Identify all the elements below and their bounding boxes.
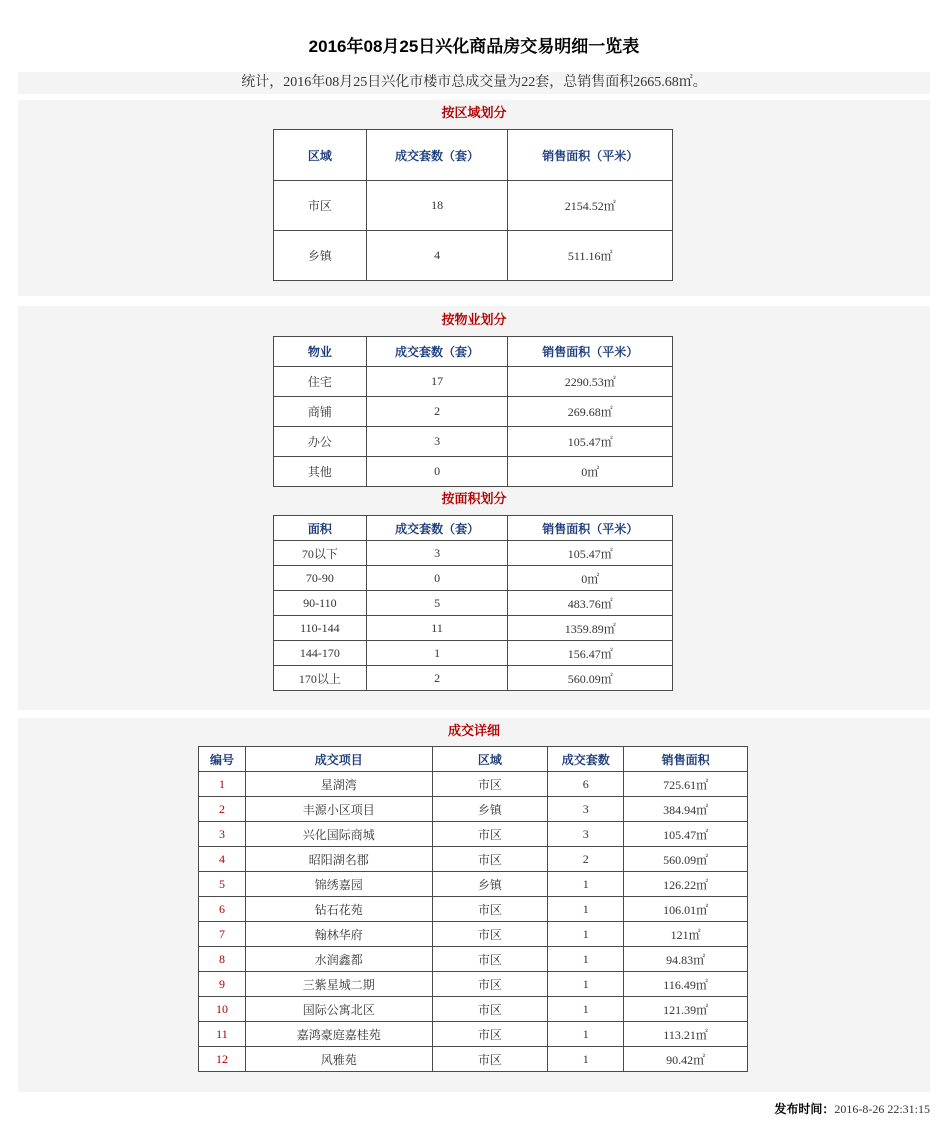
- table-row: [274, 541, 673, 566]
- area-cell: 113.21㎡: [624, 1022, 748, 1047]
- project-name: 国际公寓北区: [245, 997, 432, 1022]
- summary-text: 统计，2016年08月25日兴化市楼市总成交量为22套，总销售面积2665.68㎡。: [18, 72, 930, 94]
- region-header: 区域: [274, 130, 367, 181]
- table-row: [274, 397, 673, 427]
- page-title: 2016年08月25日兴化商品房交易明细一览表: [308, 37, 640, 56]
- table-row: [274, 427, 673, 457]
- region-header-row: [274, 130, 673, 181]
- project-name: 锦绣嘉园: [245, 872, 432, 897]
- area-cell: 94.83㎡: [624, 947, 748, 972]
- table-cell: 2: [366, 397, 508, 427]
- row-number: 5: [199, 872, 246, 897]
- table-row: [199, 847, 748, 872]
- area-cell: 384.94㎡: [624, 797, 748, 822]
- row-number: 7: [199, 922, 246, 947]
- project-name: 星湖湾: [245, 772, 432, 797]
- project-name: 三紫星城二期: [245, 972, 432, 997]
- units-cell: 1: [548, 997, 624, 1022]
- units-cell: 1: [548, 1022, 624, 1047]
- details-header: 成交项目: [245, 747, 432, 772]
- property-area-panel: [18, 306, 930, 710]
- table-cell: 5: [366, 591, 508, 616]
- table-cell: 其他: [274, 457, 367, 487]
- row-number: 12: [199, 1047, 246, 1072]
- table-row: [199, 1022, 748, 1047]
- table-cell: 住宅: [274, 367, 367, 397]
- area-cell: 90.42㎡: [624, 1047, 748, 1072]
- row-number: 6: [199, 897, 246, 922]
- row-number: 9: [199, 972, 246, 997]
- row-number: 4: [199, 847, 246, 872]
- region-cell: 市区: [432, 997, 548, 1022]
- table-row: [199, 1047, 748, 1072]
- project-name: 嘉鸿豪庭嘉桂苑: [245, 1022, 432, 1047]
- area-cell: 126.22㎡: [624, 872, 748, 897]
- units-cell: 3: [548, 797, 624, 822]
- table-row: [199, 972, 748, 997]
- details-header: 编号: [199, 747, 246, 772]
- table-cell: 110-144: [274, 616, 367, 641]
- region-cell: 乡镇: [432, 872, 548, 897]
- table-cell: 1359.89㎡: [508, 616, 673, 641]
- table-cell: 105.47㎡: [508, 541, 673, 566]
- region-cell: 市区: [432, 1047, 548, 1072]
- table-cell: 156.47㎡: [508, 641, 673, 666]
- area-cell: 725.61㎡: [624, 772, 748, 797]
- row-number: 2: [199, 797, 246, 822]
- table-row: [199, 822, 748, 847]
- units-cell: 1: [548, 872, 624, 897]
- details-header: 区域: [432, 747, 548, 772]
- table-cell: 17: [366, 367, 508, 397]
- table-row: [274, 591, 673, 616]
- area-section-title: 按面积划分: [441, 491, 507, 506]
- table-cell: 483.76㎡: [508, 591, 673, 616]
- table-row: [199, 772, 748, 797]
- property-table: [273, 336, 673, 487]
- table-cell: 0: [366, 457, 508, 487]
- details-header: 销售面积: [624, 747, 748, 772]
- table-cell: 办公: [274, 427, 367, 457]
- table-row: [274, 566, 673, 591]
- property-header-row: [274, 337, 673, 367]
- table-cell: 4: [366, 231, 508, 281]
- project-name: 翰林华府: [245, 922, 432, 947]
- units-cell: 3: [548, 822, 624, 847]
- details-table: [198, 746, 748, 1072]
- details-header-row: [199, 747, 748, 772]
- details-panel: [18, 718, 930, 1092]
- table-cell: 70以下: [274, 541, 367, 566]
- region-table: [273, 129, 673, 281]
- units-cell: 6: [548, 772, 624, 797]
- region-cell: 市区: [432, 1022, 548, 1047]
- table-row: [199, 997, 748, 1022]
- table-row: [274, 231, 673, 281]
- area-cell: 105.47㎡: [624, 822, 748, 847]
- region-cell: 市区: [432, 847, 548, 872]
- table-cell: 90-110: [274, 591, 367, 616]
- property-header: 销售面积（平米）: [508, 337, 673, 367]
- table-cell: 269.68㎡: [508, 397, 673, 427]
- table-row: [274, 641, 673, 666]
- table-cell: 0㎡: [508, 457, 673, 487]
- table-row: [274, 457, 673, 487]
- project-name: 兴化国际商城: [245, 822, 432, 847]
- area-cell: 121.39㎡: [624, 997, 748, 1022]
- area-cell: 106.01㎡: [624, 897, 748, 922]
- table-row: [274, 367, 673, 397]
- details-section-title: 成交详细: [447, 723, 500, 738]
- region-header: 销售面积（平米）: [508, 130, 673, 181]
- property-header: 物业: [274, 337, 367, 367]
- table-row: [199, 947, 748, 972]
- table-row: [274, 181, 673, 231]
- table-cell: 1: [366, 641, 508, 666]
- units-cell: 1: [548, 922, 624, 947]
- area-header-row: [274, 516, 673, 541]
- table-cell: 乡镇: [274, 231, 367, 281]
- area-header: 面积: [274, 516, 367, 541]
- project-name: 昭阳湖名郡: [245, 847, 432, 872]
- units-cell: 2: [548, 847, 624, 872]
- table-cell: 18: [366, 181, 508, 231]
- table-cell: 560.09㎡: [508, 666, 673, 691]
- row-number: 3: [199, 822, 246, 847]
- property-header: 成交套数（套）: [366, 337, 508, 367]
- units-cell: 1: [548, 972, 624, 997]
- table-cell: 3: [366, 427, 508, 457]
- table-cell: 144-170: [274, 641, 367, 666]
- table-cell: 2154.52㎡: [508, 181, 673, 231]
- table-cell: 0㎡: [508, 566, 673, 591]
- table-cell: 商铺: [274, 397, 367, 427]
- publish-time-label: 发布时间：: [774, 1102, 835, 1116]
- table-row: [199, 872, 748, 897]
- area-header: 成交套数（套）: [366, 516, 508, 541]
- property-section-title: 按物业划分: [441, 312, 507, 327]
- table-cell: 70-90: [274, 566, 367, 591]
- area-cell: 560.09㎡: [624, 847, 748, 872]
- project-name: 丰源小区项目: [245, 797, 432, 822]
- table-row: [199, 897, 748, 922]
- row-number: 10: [199, 997, 246, 1022]
- area-cell: 121㎡: [624, 922, 748, 947]
- region-cell: 市区: [432, 897, 548, 922]
- project-name: 钻石花苑: [245, 897, 432, 922]
- region-cell: 市区: [432, 972, 548, 997]
- table-cell: 105.47㎡: [508, 427, 673, 457]
- table-cell: 3: [366, 541, 508, 566]
- table-cell: 170以上: [274, 666, 367, 691]
- project-name: 风雅苑: [245, 1047, 432, 1072]
- project-name: 水润鑫都: [245, 947, 432, 972]
- area-cell: 116.49㎡: [624, 972, 748, 997]
- table-cell: 2: [366, 666, 508, 691]
- region-cell: 市区: [432, 922, 548, 947]
- publish-time: [774, 1100, 930, 1117]
- row-number: 8: [199, 947, 246, 972]
- region-header: 成交套数（套）: [366, 130, 508, 181]
- region-cell: 市区: [432, 822, 548, 847]
- publish-time-value: 2016-8-26 22:31:15: [834, 1102, 930, 1116]
- region-section-title: 按区域划分: [441, 105, 507, 120]
- table-cell: 市区: [274, 181, 367, 231]
- area-table: [273, 515, 673, 691]
- region-cell: 市区: [432, 772, 548, 797]
- area-header: 销售面积（平米）: [508, 516, 673, 541]
- table-row: [199, 797, 748, 822]
- table-cell: 0: [366, 566, 508, 591]
- table-row: [199, 922, 748, 947]
- region-panel: [18, 100, 930, 296]
- table-row: [274, 616, 673, 641]
- table-cell: 2290.53㎡: [508, 367, 673, 397]
- units-cell: 1: [548, 897, 624, 922]
- table-cell: 11: [366, 616, 508, 641]
- region-cell: 乡镇: [432, 797, 548, 822]
- row-number: 1: [199, 772, 246, 797]
- details-header: 成交套数: [548, 747, 624, 772]
- table-row: [274, 666, 673, 691]
- row-number: 11: [199, 1022, 246, 1047]
- table-cell: 511.16㎡: [508, 231, 673, 281]
- units-cell: 1: [548, 1047, 624, 1072]
- region-cell: 市区: [432, 947, 548, 972]
- units-cell: 1: [548, 947, 624, 972]
